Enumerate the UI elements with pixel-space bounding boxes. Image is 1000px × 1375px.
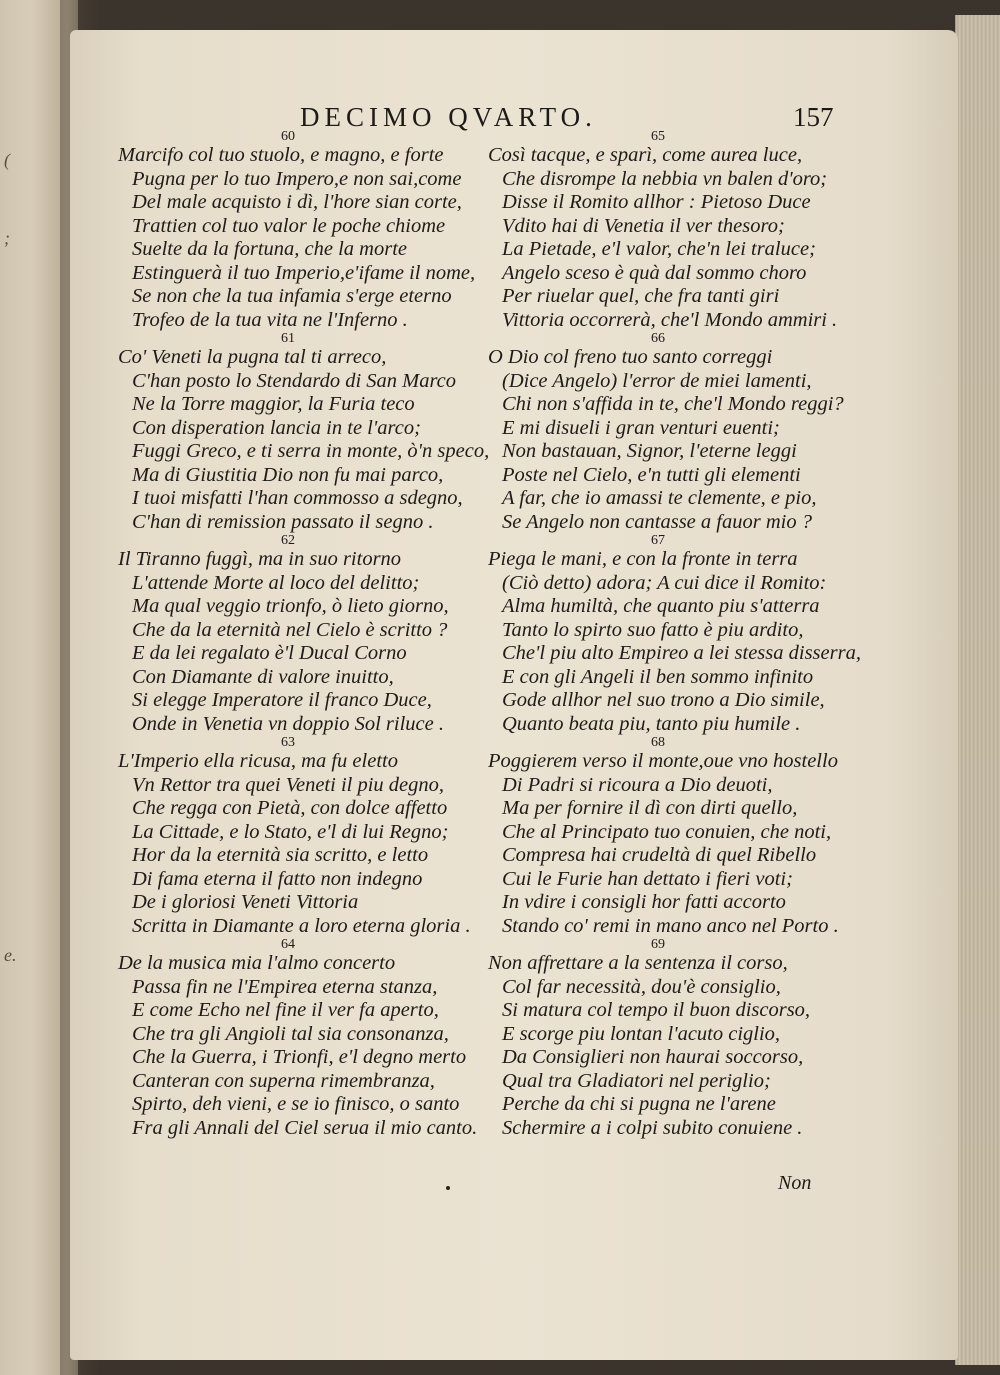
stanza-number: 63: [281, 735, 295, 750]
verse-line: E mi disueli i gran venturi euenti;: [502, 416, 780, 439]
verse-line: Se non che la tua infamia s'erge eterno: [132, 285, 452, 307]
stanza-number: 67: [651, 533, 665, 548]
verse-line: Stando co' remi in mano anco nel Porto .: [502, 914, 839, 937]
verse-line: Così tacque, e sparì, come aurea luce,: [488, 144, 803, 166]
verse-line: Il Tiranno fuggì, ma in suo ritorno: [118, 548, 402, 570]
verse-line: L'Imperio ella ricusa, ma fu eletto: [118, 750, 398, 772]
verse-line: Col far necessità, dou'è consiglio,: [502, 975, 781, 998]
verse-line: Fra gli Annali del Ciel serua il mio canto.: [132, 1116, 478, 1139]
verse-line: E come Echo nel fine il ver fa aperto,: [132, 999, 439, 1021]
page-edges: [955, 15, 1000, 1365]
verse-line: Ne la Torre maggior, la Furia teco: [132, 393, 415, 415]
verse-line: Passa fin ne l'Empirea eterna stanza,: [132, 975, 438, 998]
verse-line: Che la Guerra, i Trionfi, e'l degno merto: [132, 1046, 467, 1068]
verse-line: Alma humiltà, che quanto piu s'atterra: [502, 595, 820, 617]
verse-line: Che'l piu alto Empireo a lei stessa disserra,: [502, 642, 861, 664]
verse-line: Poste nel Cielo, e'n tutti gli elementi: [502, 463, 801, 486]
verse-line: De la musica mia l'almo concerto: [118, 952, 396, 974]
verse-line: Canteran con superna rimembranza,: [132, 1069, 435, 1092]
verse-line: Onde in Venetia vn doppio Sol riluce .: [132, 712, 444, 735]
verse-line: (Ciò detto) adora; A cui dice il Romito:: [502, 571, 827, 594]
verse-line: Suelte da la fortuna, che la morte: [132, 238, 407, 260]
verse-line: Con Diamante di valore inuitto,: [132, 665, 394, 688]
verse-line: Che tra gli Angioli tal sia consonanza,: [132, 1022, 449, 1045]
right-column: [488, 129, 861, 1140]
verse-line: Perche da chi si pugna ne l'arene: [502, 1093, 776, 1115]
running-title: DECIMO QVARTO.: [300, 102, 597, 132]
facing-page-fragment: (: [4, 150, 10, 170]
verse-line: Gode allhor nel suo trono a Dio simile,: [502, 689, 825, 711]
verse-line: Tanto lo spirto suo fatto è piu ardito,: [502, 618, 804, 641]
verse-line: Angelo sceso è quà dal sommo choro: [502, 261, 807, 284]
stanza-number: 65: [651, 129, 665, 144]
verse-line: A far, che io amassi te clemente, e pio,: [502, 487, 817, 509]
facing-page-fragment: e.: [4, 945, 17, 965]
verse-line: O Dio col freno tuo santo correggi: [488, 346, 773, 368]
verse-line: Di Padri si ricoura a Dio deuoti,: [502, 773, 773, 796]
verse-line: La Pietade, e'l valor, che'n lei traluce;: [502, 238, 816, 260]
verse-line: Piega le mani, e con la fronte in terra: [488, 548, 798, 570]
verse-line: Del male acquisto i dì, l'hore sian corte,: [132, 191, 462, 213]
verse-line: Compresa hai crudeltà di quel Ribello: [502, 844, 817, 866]
verse-line: Se Angelo non cantasse a fauor mio ?: [502, 510, 812, 533]
verse-line: Marcifo col tuo stuolo, e magno, e forte: [118, 144, 444, 166]
verse-line: De i gloriosi Veneti Vittoria: [132, 891, 359, 913]
verse-line: (Dice Angelo) l'error de miei lamenti,: [502, 369, 812, 392]
left-column: [118, 130, 488, 1140]
ink-dot: [446, 1186, 450, 1190]
verse-line: Qual tra Gladiatori nel periglio;: [502, 1069, 771, 1092]
verse-line: Hor da la eternità sia scritto, e letto: [132, 844, 429, 866]
verse-line: Per riuelar quel, che fra tanti giri: [502, 285, 780, 307]
verse-line: Spirto, deh vieni, e se io finisco, o santo: [132, 1093, 460, 1115]
stanza-number: 69: [651, 937, 665, 952]
verse-line: Fuggi Greco, e ti serra in monte, ò'n speco,: [132, 440, 490, 462]
verse-line: Vittoria occorrerà, che'l Mondo ammiri .: [502, 308, 838, 331]
verse-line: Si elegge Imperatore il franco Duce,: [132, 689, 432, 711]
verse-line: E con gli Angeli il ben sommo infinito: [502, 665, 814, 688]
verse-line: Schermire a i colpi subito conuiene .: [502, 1116, 803, 1139]
verse-line: E scorge piu lontan l'acuto ciglio,: [502, 1022, 781, 1045]
verse-line: Ma di Giustitia Dio non fu mai parco,: [132, 463, 444, 486]
verse-line: Da Consiglieri non haurai soccorso,: [502, 1046, 804, 1068]
catchword: Non: [778, 1172, 812, 1194]
verse-line: In vdire i consigli hor fatti accorto: [502, 891, 786, 913]
verse-line: L'attende Morte al loco del delitto;: [132, 571, 420, 594]
stanza-number: 62: [281, 533, 295, 548]
verse-line: Disse il Romito allhor : Pietoso Duce: [502, 191, 811, 213]
verse-line: Poggierem verso il monte,oue vno hostello: [488, 750, 838, 772]
verse-line: Con disperation lancia in te l'arco;: [132, 416, 421, 439]
verse-line: Ma qual veggio trionfo, ò lieto giorno,: [132, 595, 449, 617]
verse-line: La Cittade, e lo Stato, e'l di lui Regno;: [132, 820, 449, 843]
verse-line: Che al Principato tuo conuien, che noti,: [502, 820, 832, 843]
stanza-number: 61: [281, 331, 295, 346]
verse-line: Ma per fornire il dì con dirti quello,: [502, 797, 798, 819]
verse-line: I tuoi misfatti l'han commosso a sdegno,: [132, 487, 463, 509]
verse-line: Pugna per lo tuo Impero,e non sai,come: [132, 167, 462, 190]
verse-line: Trattien col tuo valor le poche chiome: [132, 214, 446, 237]
verse-line: C'han di remission passato il segno .: [132, 510, 434, 533]
page-number: 157: [793, 102, 834, 132]
verse-line: Non bastauan, Signor, l'eterne leggi: [502, 440, 797, 462]
verse-line: Co' Veneti la pugna tal ti arreco,: [118, 346, 387, 368]
verse-line: Non affrettare a la sentenza il corso,: [488, 952, 788, 974]
verse-line: Che da la eternità nel Cielo è scritto ?: [132, 618, 448, 641]
stanza-number: 68: [651, 735, 665, 750]
verse-line: Trofeo de la tua vita ne l'Inferno .: [132, 308, 408, 331]
verse-line: Vdito hai di Venetia il ver thesoro;: [502, 214, 785, 237]
verse-line: Estinguerà il tuo Imperio,e'ifame il nome,: [132, 261, 476, 284]
verse-line: Che regga con Pietà, con dolce affetto: [132, 797, 448, 819]
facing-page-fragment: ;: [4, 228, 10, 248]
stanza-number: 64: [281, 937, 295, 952]
verse-line: C'han posto lo Stendardo di San Marco: [132, 369, 457, 392]
verse-line: Che disrompe la nebbia vn balen d'oro;: [502, 167, 828, 190]
verse-line: Quanto beata piu, tanto piu humile .: [502, 712, 801, 735]
verse-line: Di fama eterna il fatto non indegno: [132, 867, 423, 890]
verse-line: Si matura col tempo il buon discorso,: [502, 999, 811, 1021]
verse-line: Cui le Furie han dettato i fieri voti;: [502, 867, 793, 890]
stanza-number: 66: [651, 331, 665, 346]
verse-line: Vn Rettor tra quei Veneti il piu degno,: [132, 773, 445, 796]
verse-line: E da lei regalato è'l Ducal Corno: [132, 642, 407, 664]
verse-line: Scritta in Diamante a loro eterna gloria .: [132, 914, 471, 937]
stanza-number: 60: [281, 129, 295, 144]
verse-line: Chi non s'affida in te, che'l Mondo reggi?: [502, 393, 844, 415]
